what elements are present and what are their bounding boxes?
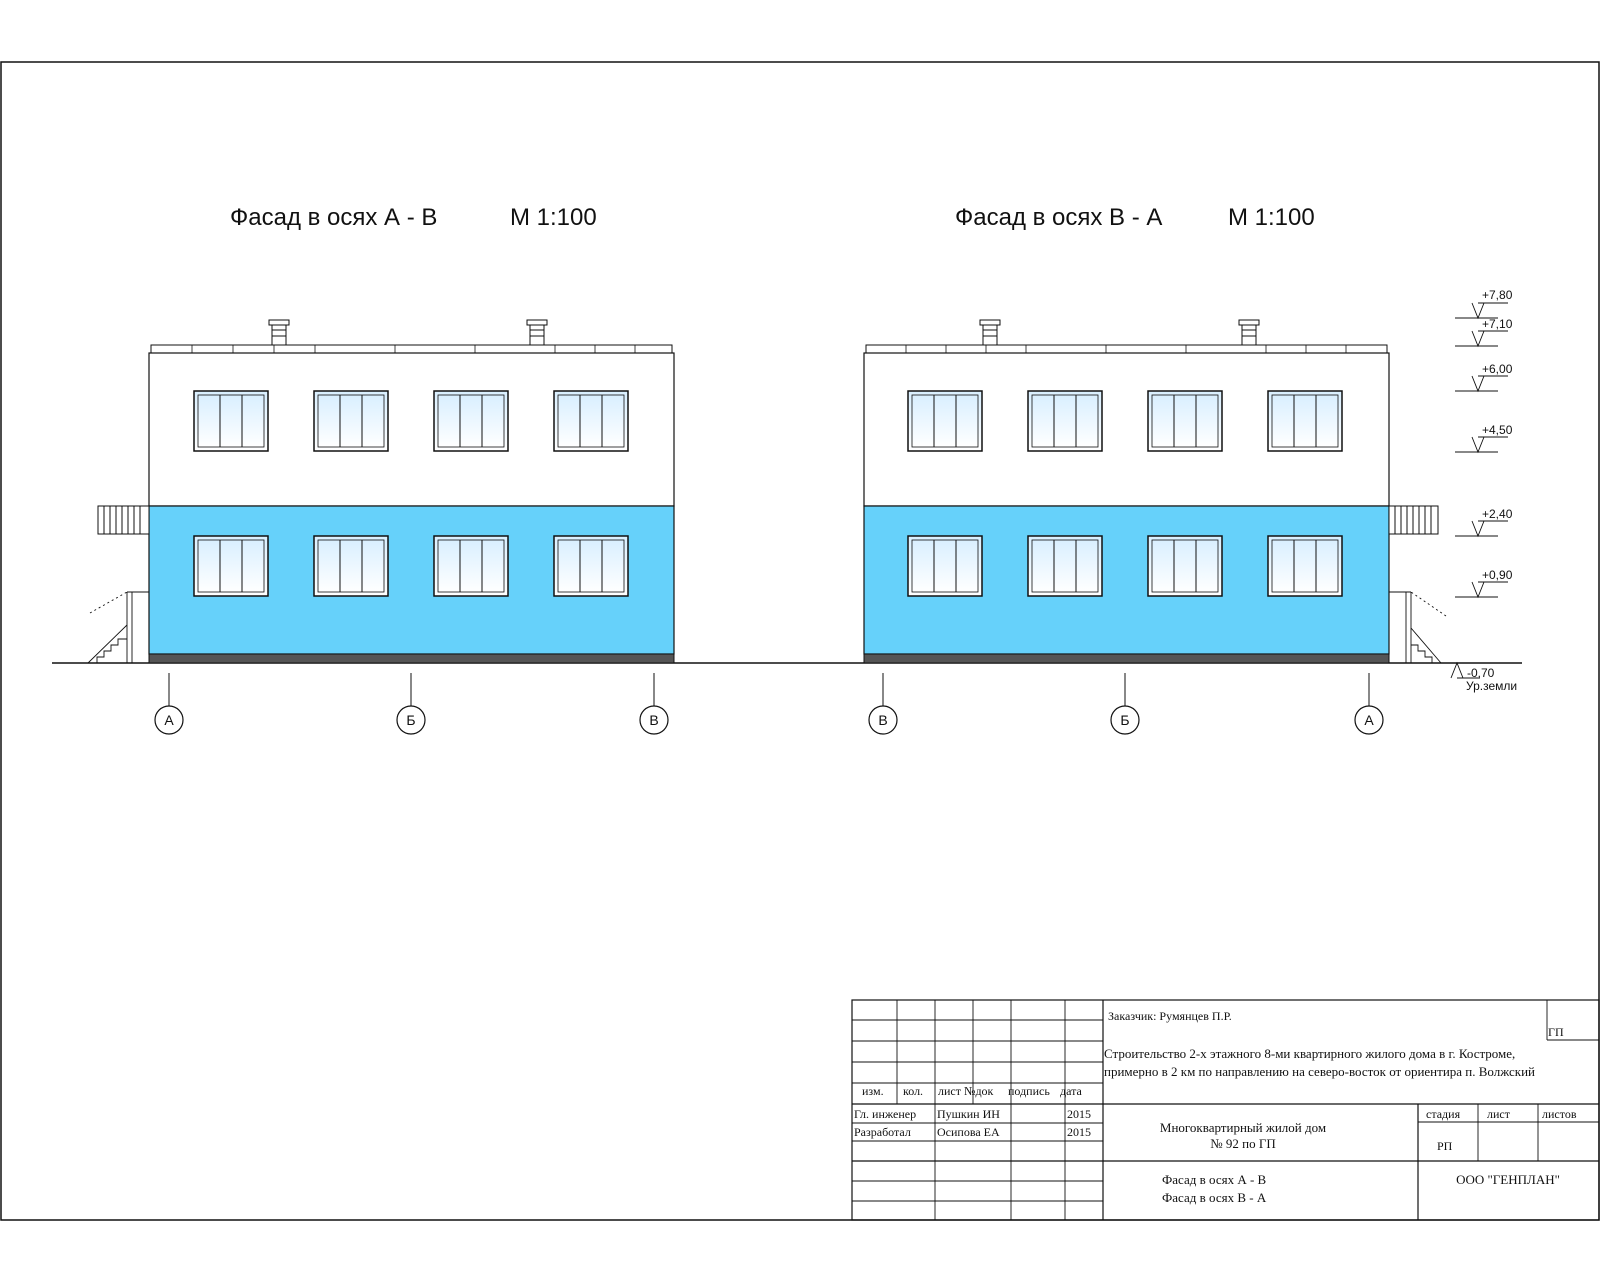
level-mark bbox=[1455, 303, 1508, 318]
svg-text:В: В bbox=[878, 712, 888, 728]
stamp-header-izm: изм. bbox=[862, 1084, 884, 1098]
stamp-name-developer: Осипова ЕА bbox=[937, 1125, 1000, 1139]
axis-marker bbox=[397, 673, 425, 734]
vent-pipe bbox=[527, 320, 547, 345]
axis-marker bbox=[640, 673, 668, 734]
window bbox=[1028, 391, 1102, 451]
stamp-code: ГП bbox=[1548, 1025, 1564, 1039]
plinth-band bbox=[864, 654, 1389, 663]
stamp-project-line2: примерно в 2 км по направлению на северо-восток от ориентира п. Волжский bbox=[1104, 1064, 1535, 1079]
window bbox=[908, 391, 982, 451]
level-710: +7,10 bbox=[1482, 317, 1513, 331]
facade-left bbox=[88, 320, 674, 734]
parapet bbox=[151, 345, 672, 353]
axis-marker bbox=[1355, 673, 1383, 734]
window bbox=[1028, 536, 1102, 596]
stamp-sheet-label: лист bbox=[1487, 1107, 1510, 1121]
window bbox=[194, 391, 268, 451]
stamp-year-chief-engineer: 2015 bbox=[1067, 1107, 1091, 1121]
stamp-project-line1: Строительство 2-х этажного 8-ми квартирного жилого дома в г. Костроме, bbox=[1104, 1046, 1516, 1061]
parapet bbox=[866, 345, 1387, 353]
stamp-sheet-title-2: Фасад в осях В - А bbox=[1162, 1190, 1267, 1205]
window bbox=[908, 536, 982, 596]
level-090: +0,90 bbox=[1482, 568, 1513, 582]
stamp-sheets-label: листов bbox=[1542, 1107, 1577, 1121]
stamp-header-podpis: подпись bbox=[1008, 1084, 1050, 1098]
entrance-stairs bbox=[88, 592, 149, 663]
level-mark bbox=[1455, 376, 1508, 391]
stamp-role-developer: Разработал bbox=[854, 1125, 911, 1139]
level-mark bbox=[1455, 331, 1508, 346]
vent-pipe bbox=[1239, 320, 1259, 345]
axis-marker bbox=[869, 673, 897, 734]
vent-pipe bbox=[980, 320, 1000, 345]
stamp-name-chief-engineer: Пушкин ИН bbox=[937, 1107, 1000, 1121]
scale-label-right: М 1:100 bbox=[1228, 204, 1315, 231]
stamp-year-developer: 2015 bbox=[1067, 1125, 1091, 1139]
entrance-canopy bbox=[1389, 506, 1438, 534]
entrance-stairs bbox=[1389, 592, 1446, 663]
stamp-role-chief-engineer: Гл. инженер bbox=[854, 1107, 917, 1121]
window bbox=[434, 536, 508, 596]
window bbox=[1268, 391, 1342, 451]
level-240: +2,40 bbox=[1482, 507, 1513, 521]
level-600: +6,00 bbox=[1482, 362, 1513, 376]
scale-label-left: М 1:100 bbox=[510, 204, 597, 231]
axis-marker bbox=[1111, 673, 1139, 734]
svg-text:А: А bbox=[1364, 712, 1374, 728]
stamp-stage-value: РП bbox=[1437, 1139, 1453, 1153]
window bbox=[554, 391, 628, 451]
svg-text:В: В bbox=[649, 712, 659, 728]
stamp-header-ndok: №док bbox=[964, 1084, 994, 1098]
stamp-header-data: дата bbox=[1060, 1084, 1082, 1098]
stamp-company: ООО "ГЕНПЛАН" bbox=[1456, 1172, 1560, 1187]
svg-text:Б: Б bbox=[406, 712, 416, 728]
window bbox=[1268, 536, 1342, 596]
window bbox=[314, 391, 388, 451]
stamp-object-line1: Многоквартирный жилой дом bbox=[1159, 1120, 1327, 1135]
level-mark bbox=[1455, 437, 1508, 452]
stamp-sheet-title-1: Фасад в осях А - В bbox=[1162, 1172, 1267, 1187]
stamp-customer: Заказчик: Румянцев П.Р. bbox=[1108, 1009, 1232, 1023]
axis-marker bbox=[155, 673, 183, 734]
facade-title-left: Фасад в осях А - В bbox=[230, 204, 438, 231]
stamp-header-kol: кол. bbox=[903, 1084, 924, 1098]
stamp-header-list: лист bbox=[938, 1084, 961, 1098]
level-mark bbox=[1455, 521, 1508, 536]
entrance-canopy bbox=[98, 506, 149, 534]
facade-title-right: Фасад в осях В - А bbox=[955, 204, 1163, 231]
window bbox=[1148, 391, 1222, 451]
window bbox=[1148, 536, 1222, 596]
stamp-stage-label: стадия bbox=[1426, 1107, 1461, 1121]
ground-level-label: Ур.земли bbox=[1466, 679, 1518, 693]
stamp-object-line2: № 92 по ГП bbox=[1210, 1136, 1276, 1151]
level-marks bbox=[1451, 303, 1508, 678]
plinth-band bbox=[149, 654, 674, 663]
window bbox=[194, 536, 268, 596]
facade-right bbox=[864, 320, 1446, 734]
window bbox=[554, 536, 628, 596]
level-780: +7,80 bbox=[1482, 288, 1513, 302]
level-070: -0,70 bbox=[1467, 666, 1495, 680]
svg-text:А: А bbox=[164, 712, 174, 728]
vent-pipe bbox=[269, 320, 289, 345]
level-mark bbox=[1455, 582, 1508, 597]
svg-text:Б: Б bbox=[1120, 712, 1130, 728]
level-450: +4,50 bbox=[1482, 423, 1513, 437]
window bbox=[434, 391, 508, 451]
window bbox=[314, 536, 388, 596]
